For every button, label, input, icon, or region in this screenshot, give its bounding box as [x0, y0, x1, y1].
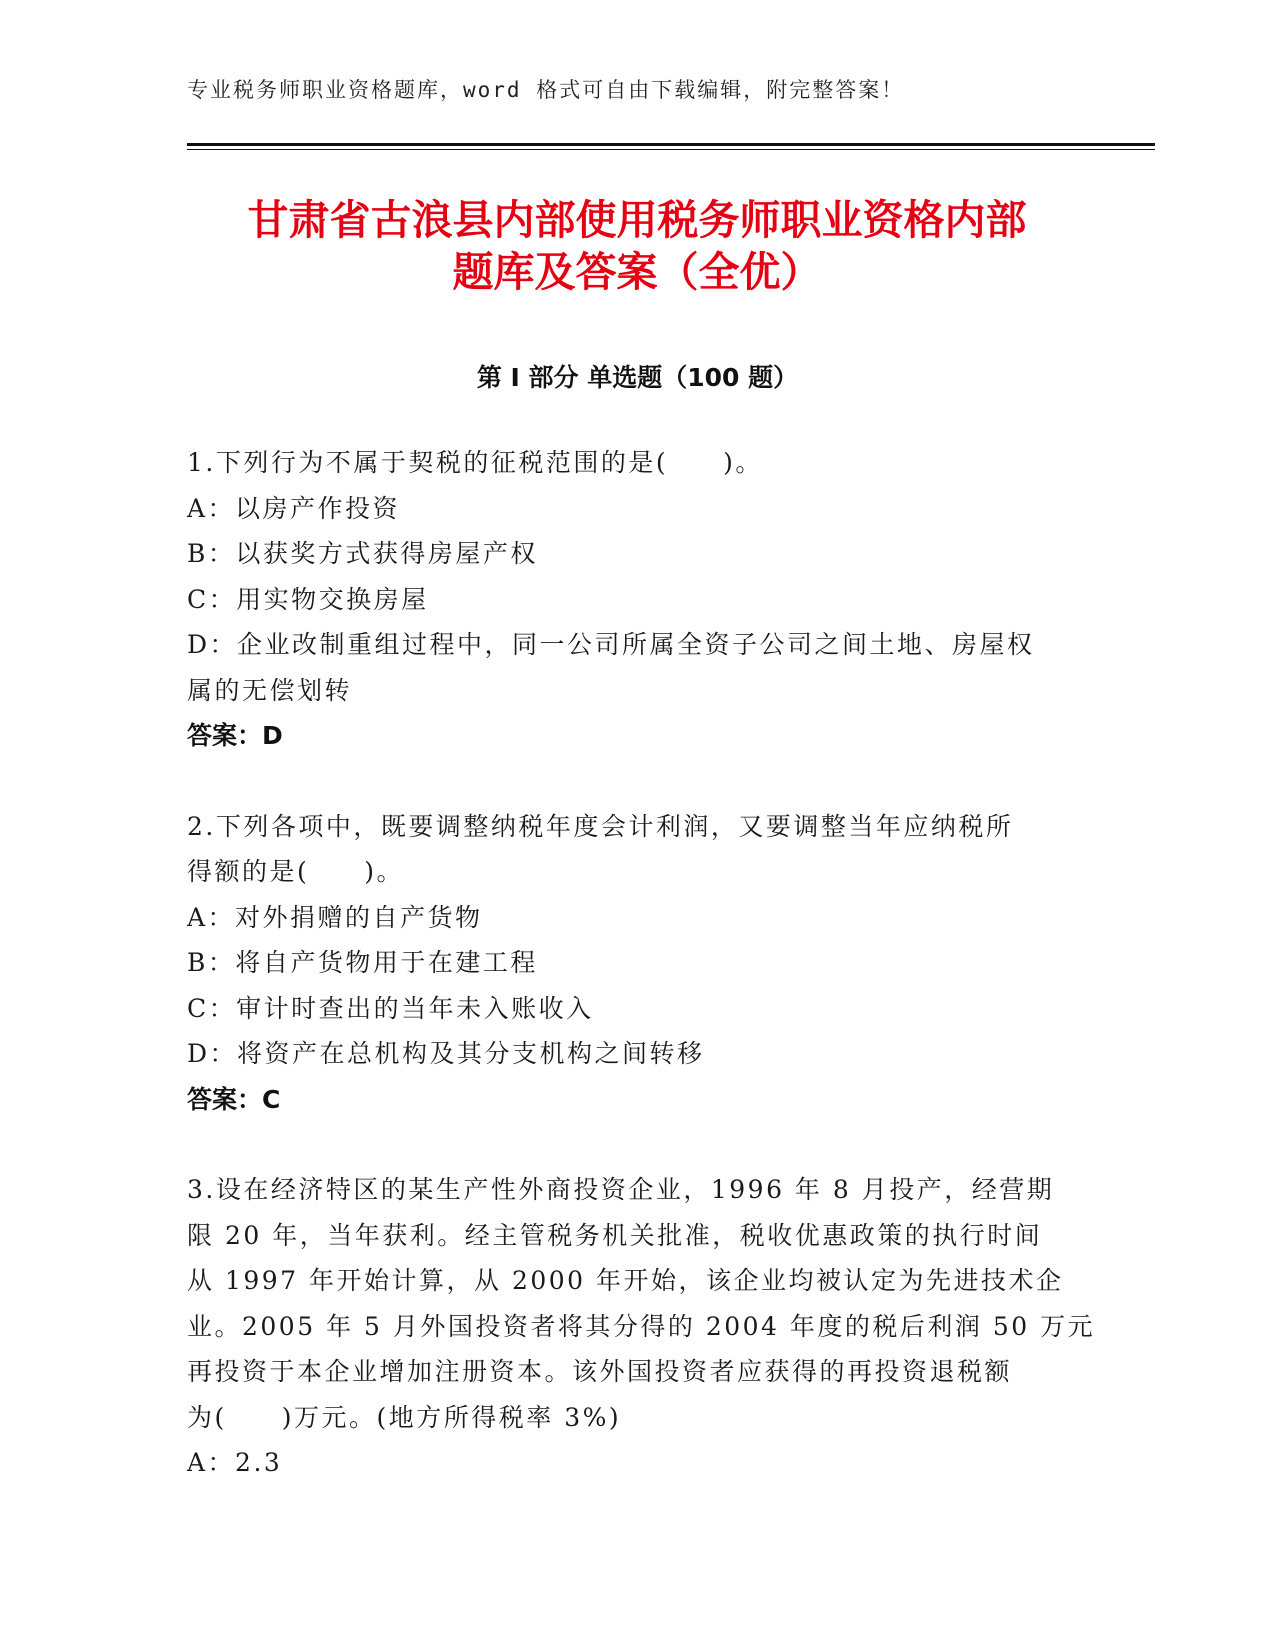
question-1 [187, 440, 1067, 759]
option-a: A：2.3 [187, 1448, 283, 1477]
question-stem-line: 得额的是( )。 [187, 857, 405, 886]
option-d-continued: 属的无偿划转 [187, 675, 353, 705]
question-list [187, 440, 1096, 1531]
answer: 答案：D [187, 721, 283, 750]
section-title: 第 I 部分 单选题（100 题） [476, 363, 799, 392]
question-stem-line: 1.下列行为不属于契税的征税范围的是( )。 [187, 448, 763, 477]
option-c: C：用实物交换房屋 [187, 584, 429, 614]
question-stem-line: 再投资于本企业增加注册资本。该外国投资者应获得的再投资退税额 [187, 1357, 1013, 1386]
question-stem-line: 业。2005 年 5 月外国投资者将其分得的 2004 年度的税后利润 50 万元 [187, 1311, 1096, 1341]
option-a: A：对外捐赠的自产货物 [187, 902, 483, 932]
option-d: D：企业改制重组过程中，同一公司所属全资子公司之间土地、房屋权 [187, 630, 1035, 659]
question-2 [187, 804, 1067, 1123]
option-b: B：将自产货物用于在建工程 [187, 948, 538, 977]
option-d: D：将资产在总机构及其分支机构之间转移 [187, 1039, 705, 1068]
title-line-1: 甘肃省古浪县内部使用税务师职业资格内部 [247, 196, 1027, 244]
option-b: B：以获奖方式获得房屋产权 [187, 539, 538, 568]
header-note: 专业税务师职业资格题库，word 格式可自由下载编辑，附完整答案！ [187, 78, 905, 102]
header-rule-thick [187, 143, 1155, 146]
question-stem-line: 从 1997 年开始计算，从 2000 年开始，该企业均被认定为先进技术企 [187, 1266, 1064, 1295]
answer: 答案：C [187, 1084, 281, 1114]
option-c: C：审计时查出的当年未入账收入 [187, 993, 594, 1023]
title-line-2: 题库及答案（全优） [452, 248, 822, 296]
question-stem-line: 限 20 年，当年获利。经主管税务机关批准，税收优惠政策的执行时间 [187, 1220, 1043, 1250]
header-rule-thin [187, 149, 1155, 150]
question-stem-line: 2.下列各项中，既要调整纳税年度会计利润，又要调整当年应纳税所 [187, 811, 1014, 841]
option-a: A：以房产作投资 [187, 493, 401, 523]
document-title [187, 194, 1087, 298]
question-stem-line: 为( )万元。(地方所得税率 3%) [187, 1402, 622, 1432]
question-3 [187, 1167, 1096, 1486]
question-stem-line: 3.设在经济特区的某生产性外商投资企业，1996 年 8 月投产，经营期 [187, 1175, 1055, 1204]
